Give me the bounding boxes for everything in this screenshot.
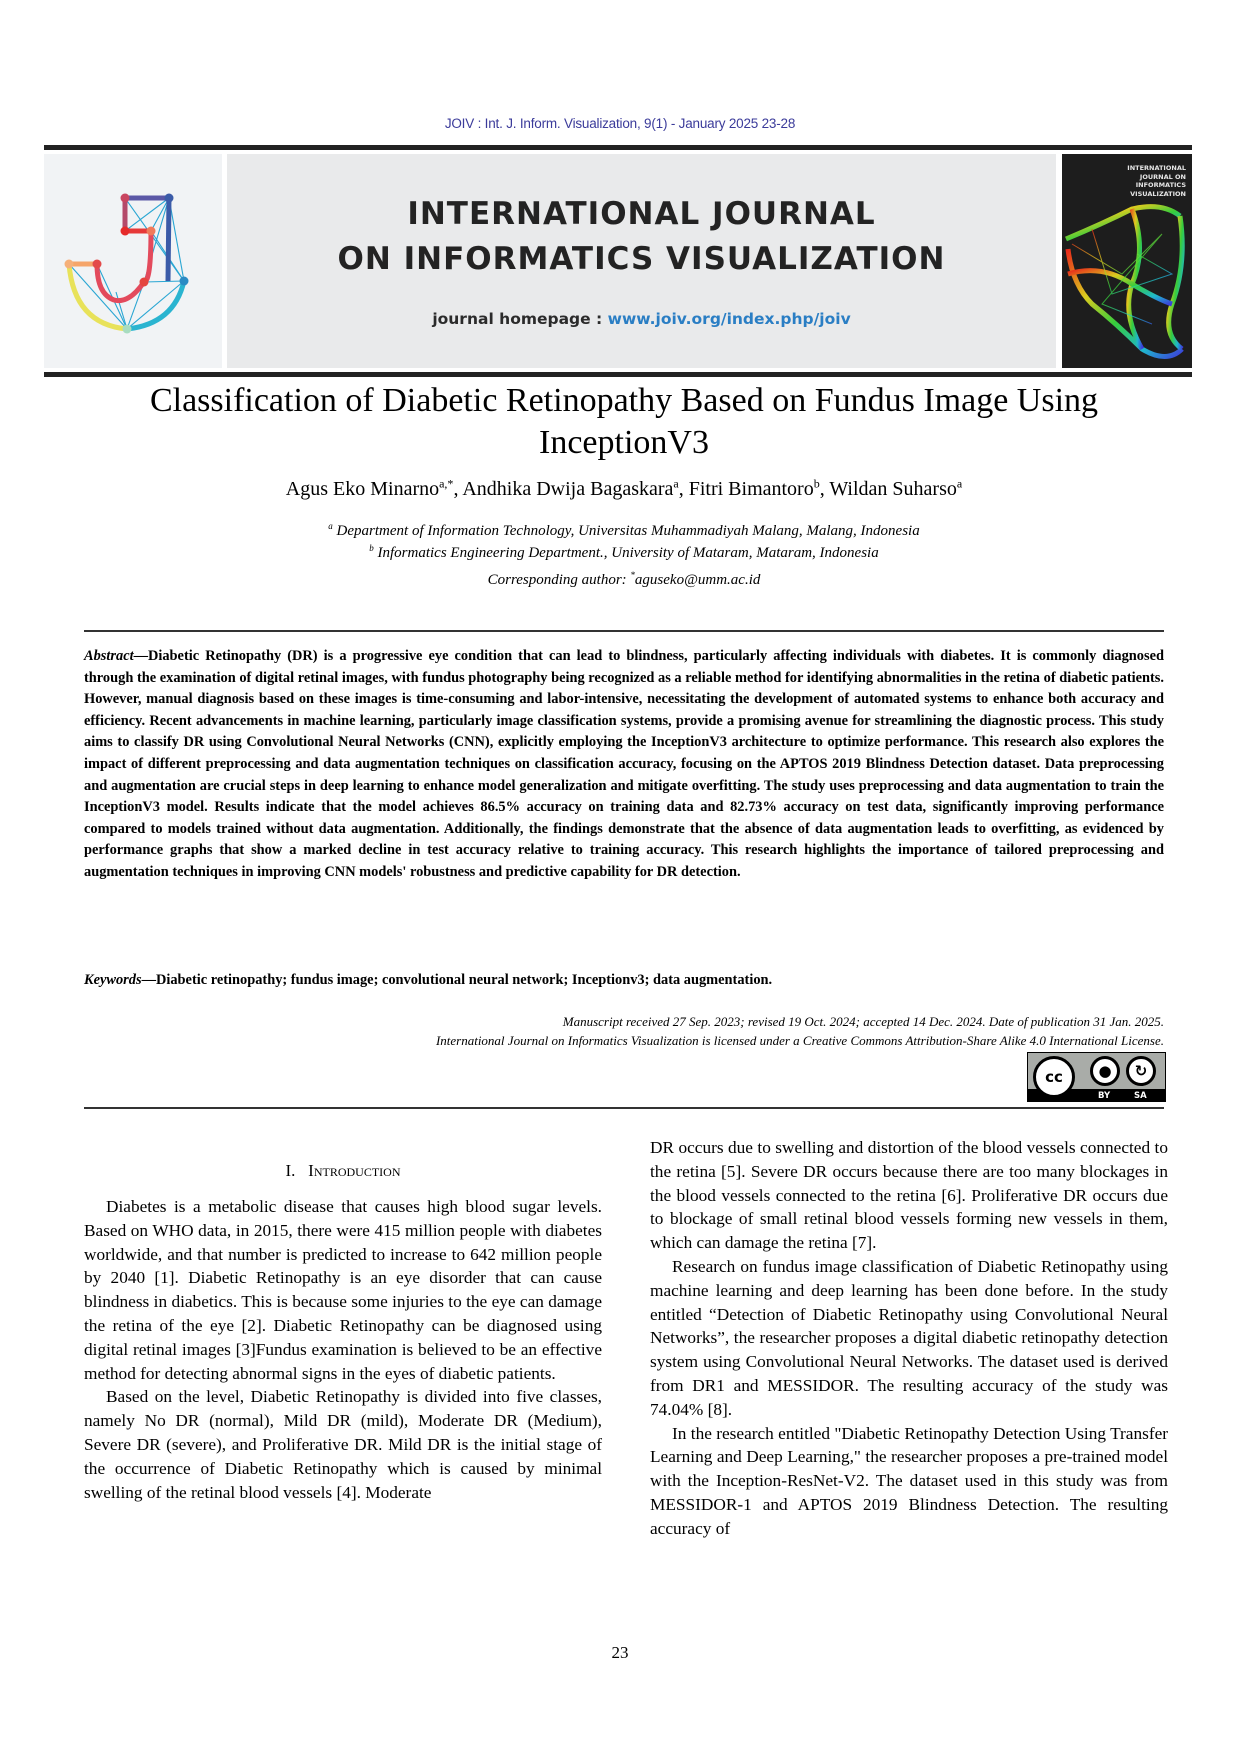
abstract-top-rule	[84, 630, 1164, 632]
paper-title: Classification of Diabetic Retinopathy Based on Fundus Image Using InceptionV3	[149, 382, 1099, 461]
joiv-j-logo-icon	[44, 154, 222, 368]
section-title: Introduction	[308, 1161, 401, 1180]
author-name: Fitri Bimantoro	[688, 478, 814, 500]
author-affiliation-mark: a	[673, 476, 679, 491]
cover-network-graphic-icon	[1062, 154, 1192, 368]
cc-by-label: BY	[1098, 1091, 1111, 1101]
body-top-rule	[84, 1107, 1164, 1109]
banner-top-rule	[44, 145, 1192, 150]
paragraph: Based on the level, Diabetic Retinopathy is divided into five classes, namely No DR (normal), Mild DR (mild), Moderate DR (Medium), Severe DR (severe), and Proliferative DR. Mild DR is the initial stage of the occurrence of Diabetic Retinopathy which is caused by minimal swelling of the retinal blood vessels [4]. Moderate	[84, 1387, 602, 1502]
corresponding-label: Corresponding author:	[487, 572, 627, 588]
author-name: Wildan Suharso	[829, 478, 957, 500]
affiliation-mark: a	[328, 521, 333, 531]
abstract-text: —Diabetic Retinopathy (DR) is a progressive eye condition that can lead to blindness, particularly affecting individuals with diabetes. It is commonly diagnosed through the examination of digital retinal images, with fundus photography being recognized as a reliable method for identifying abnormalities in the retina of diabetic patients. However, manual diagnosis based on these images is time-consuming and labor-intensive, necessitating the development of automated systems to enhance both accuracy and efficiency. Recent advancements in machine learning, particularly image classification systems, provide a promising avenue for streamlining the diagnostic process. This study aims to classify DR using Convolutional Neural Networks (CNN), explicitly employing the InceptionV3 architecture to optimize performance. This research also explores the impact of different preprocessing and data augmentation techniques on classification accuracy, focusing on the APTOS 2019 Blindness Detection dataset. Data preprocessing and augmentation are crucial steps in deep learning to enhance model generalization and mitigate overfitting. The study uses preprocessing and data augmentation to train the InceptionV3 model. Results indicate that the model achieves 86.5% accuracy on training data and 82.73% accuracy on test data, significantly improving performance compared to models trained without data augmentation. Additionally, the findings demonstrate that the absence of data augmentation leads to overfitting, as evidenced by performance graphs that show a marked decline in test accuracy relative to training accuracy. This research highlights the importance of tailored preprocessing and augmentation techniques in improving CNN models' robustness and predictive capability for DR detection.	[84, 648, 1164, 880]
page-number: 23	[611, 1643, 629, 1662]
author-name: Andhika Dwija Bagaskara	[462, 478, 674, 500]
journal-logo	[44, 154, 222, 368]
journal-name-line2: ON INFORMATICS VISUALIZATION	[337, 241, 946, 277]
running-head: JOIV : Int. J. Inform. Visualization, 9(1) - January 2025 23-28	[444, 116, 796, 131]
affiliation-text: Department of Information Technology, Universitas Muhammadiyah Malang, Malang, Indonesia	[336, 523, 920, 539]
affiliation-mark: b	[369, 543, 374, 553]
attribution-person-icon: ●	[1090, 1056, 1120, 1086]
paragraph: Research on fundus image classification of Diabetic Retinopathy using machine learning and deep learning has been done before. In the study entitled “Detection of Diabetic Retinopathy using Convolutional Neural Networks”, the researcher proposes a digital diabetic retinopathy detection system using Convolutional Neural Networks. The dataset used is derived from DR1 and MESSIDOR. The resulting accuracy of the study was 74.04% [8].	[650, 1256, 1168, 1419]
paragraph: DR occurs due to swelling and distortion of the blood vessels connected to the retina [5]. Severe DR occurs because there are too many blockages in the blood vessels connected to the retina [6]. Proliferative DR occurs due to blockage of small retinal blood vessels forming new vessels in them, which can damage the retina [7].	[650, 1138, 1168, 1253]
affiliation-a	[84, 523, 1164, 540]
section-heading	[84, 1161, 602, 1181]
cc-by-sa-badge[interactable]	[1027, 1052, 1166, 1102]
affiliation-text: Informatics Engineering Department., University of Mataram, Mataram, Indonesia	[377, 545, 879, 561]
share-alike-icon: ↻	[1126, 1056, 1156, 1086]
corresponding-mark: *	[630, 570, 635, 580]
banner-bottom-rule	[44, 372, 1192, 377]
keywords-text: —Diabetic retinopathy; fundus image; convolutional neural network; Inceptionv3; data augmentation.	[141, 972, 773, 988]
journal-name	[227, 192, 1056, 282]
journal-cover-image	[1062, 154, 1192, 368]
affiliation-b	[84, 545, 1164, 562]
cover-title: INTERNATIONAL JOURNAL ON INFORMATICS VISUALIZATION	[1127, 164, 1186, 198]
license-statement: International Journal on Informatics Visualization is licensed under a Creative Commons Attribution-Share Alike 4.0 International License.	[435, 1033, 1164, 1048]
cc-sa-label: SA	[1134, 1091, 1147, 1101]
paragraph: In the research entitled "Diabetic Retinopathy Detection Using Transfer Learning and Deep Learning," the researcher proposes a pre-trained model with the Inception-ResNet-V2. The dataset used in this study was from MESSIDOR-1 and APTOS 2019 Blindness Detection. The resulting accuracy of	[650, 1423, 1168, 1538]
section-number: I.	[285, 1161, 296, 1180]
abstract-label: Abstract	[84, 648, 134, 664]
author-affiliation-mark: a	[956, 476, 963, 491]
paragraph: Diabetes is a metabolic disease that causes high blood sugar levels. Based on WHO data, in 2015, there were 415 million people with diabetes worldwide, and that number is predicted to increase to 642 million people by 2040 [1]. Diabetic Retinopathy is an eye disorder that can cause blindness in diabetics. This is because some injuries to the eye can damage the retina of the eye [2]. Diabetic Retinopathy can be diagnosed using digital retinal images [3]Fundus examination is believed to be an effective method for detecting abnormal signs in the eyes of diabetic patients.	[84, 1197, 602, 1383]
author-affiliation-mark: a,*	[439, 476, 454, 491]
corresponding-email[interactable]: aguseko@umm.ac.id	[634, 572, 761, 588]
homepage-link[interactable]: www.joiv.org/index.php/joiv	[607, 310, 851, 328]
manuscript-dates: Manuscript received 27 Sep. 2023; revised 19 Oct. 2024; accepted 14 Dec. 2024. Date of publication 31 Jan. 2025.	[562, 1014, 1164, 1029]
journal-name-line1: INTERNATIONAL JOURNAL	[407, 196, 876, 232]
left-column	[84, 1195, 602, 1504]
journal-homepage	[227, 310, 1056, 328]
right-column	[650, 1136, 1168, 1541]
author-affiliation-mark: b	[813, 476, 820, 491]
cc-icon: cc	[1033, 1056, 1075, 1098]
author-list: Agus Eko Minarno$^{a,*}$, Andhika Dwija Bagaskara$^a$, Fitri Bimantoro$^b$, Wildan Suharso$^a$	[285, 476, 963, 500]
keywords	[84, 972, 1164, 989]
corresponding-author	[84, 572, 1164, 589]
abstract	[84, 646, 1164, 884]
author-name: Agus Eko Minarno	[285, 478, 440, 500]
keywords-label: Keywords	[84, 972, 142, 988]
homepage-label: journal homepage :	[432, 310, 603, 328]
